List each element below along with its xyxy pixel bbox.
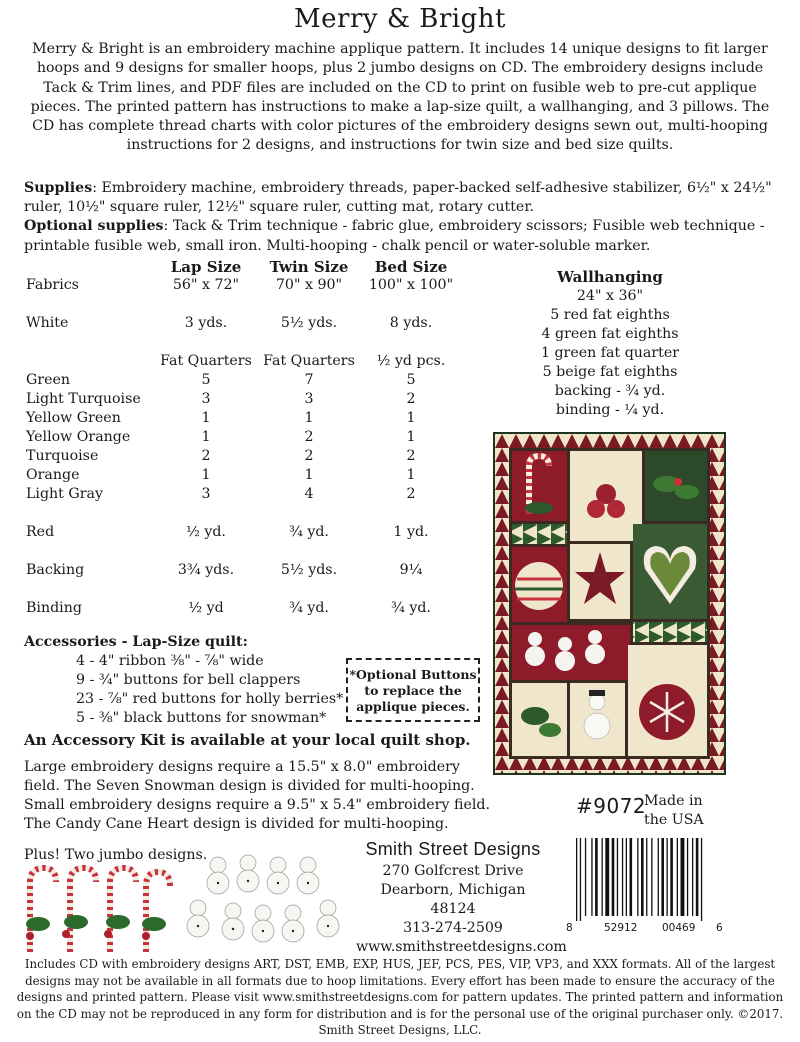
company-name: Smith Street Designs [365,839,541,859]
made-in-line: Made in [644,793,703,809]
supplies-section [24,179,784,256]
twin-value: 1 [304,410,314,426]
lap-value: 3 [201,486,211,502]
accessories-section [24,633,364,728]
barcode-digit-group: 8 [566,922,573,934]
barcode-bar [626,838,627,916]
table-row [26,315,466,334]
barcode-bar [630,838,633,916]
bed-value: 9¼ [399,562,423,578]
barcode-digit-group: 00469 [662,922,696,934]
wallhanging-line: 5 red fat eighths [550,307,670,323]
bed-value: 1 [406,410,416,426]
accessories-title: Accessories - Lap-Size quilt: [24,634,248,650]
lap-value: 3 yds. [184,315,228,331]
bed-value: 1 yd. [393,524,429,540]
table-row [26,353,466,372]
accessory-kit-note: An Accessory Kit is available at your local quilt shop. [24,731,471,749]
supplies-label: Supplies [24,180,93,196]
bed-value: 100" x 100" [368,277,454,293]
wallhanging-line: 4 green fat eighths [541,326,679,342]
barcode-bar [661,838,664,916]
table-row [26,486,466,505]
bed-value: 2 [406,448,416,464]
company-info [356,839,567,957]
lap-value: 3¾ yds. [177,562,235,578]
barcode-bar [602,838,603,916]
company-address-2: Dearborn, Michigan 48124 [380,882,526,917]
barcode-bar [658,838,659,916]
row-label: Turquoise [26,448,99,464]
wallhanging-quilt-photo [493,432,726,775]
barcode-bar [677,838,678,916]
table-row [26,524,466,543]
jumbo-designs-note: Plus! Two jumbo designs. [24,847,208,863]
company-phone: 313-274-2509 [403,920,503,936]
bed-value: 1 [406,467,416,483]
barcode-bar [617,838,618,916]
accessory-item: 9 - ¾" buttons for bell clappers [76,672,301,688]
barcode-bar [595,838,598,916]
twin-value: 1 [304,467,314,483]
lap-value: ½ yd. [186,524,226,540]
barcode-bar [667,838,668,916]
row-label: Binding [26,600,82,616]
lap-value: ½ yd [188,600,224,616]
bed-value: ¾ yd. [391,600,431,616]
twin-value: ¾ yd. [289,524,329,540]
barcode-bar [576,838,577,921]
table-row [26,600,466,619]
barcode-bar [622,838,623,916]
wallhanging-line: 24" x 36" [576,288,644,304]
barcode-digit-group: 6 [716,922,723,934]
table-row [26,562,466,581]
barcode-digit-group: 52912 [604,922,638,934]
twin-value: 70" x 90" [275,277,343,293]
barcode-bar [687,838,688,916]
wallhanging-line: binding - ¼ yd. [555,402,665,418]
made-in-line: the USA [644,812,704,828]
barcode-bar [605,838,609,916]
lap-value: 1 [201,410,211,426]
page-title: Merry & Bright [294,4,506,34]
lap-value: 3 [201,391,211,407]
accessory-item: 23 - ⅞" red buttons for holly berries* [76,691,344,707]
row-label: Yellow Orange [26,429,131,445]
wallhanging-title: Wallhanging [557,268,663,286]
table-row [26,429,466,448]
bed-value: 1 [406,429,416,445]
snowmen-jumbo-design [178,853,358,953]
barcode-bar [681,838,685,916]
lap-value: 1 [201,467,211,483]
row-label: Light Turquoise [26,391,141,407]
optional-supplies-label: Optional supplies [24,218,164,235]
bed-value: 2 [406,486,416,502]
table-row [26,410,466,429]
row-label: Red [26,524,55,540]
barcode-bar [585,838,586,916]
header-twin-size: Twin Size [269,258,349,276]
row-label: Yellow Green [26,410,121,426]
wallhanging-line: backing - ¾ yd. [554,383,666,399]
intro-paragraph: Merry & Bright is an embroidery machine applique pattern. It includes 14 unique designs to fit larger hoops and 9 designs for smaller hoops, plus 2 jumbo designs on CD. The embroidery designs include Tack & Trim lines, and PDF files are included on the CD to print on fusible web to pre-cut applique pieces. The printed pattern has instructions to make a lap-size quilt, a wallhanging, and 3 pillows. The CD has complete thread charts with color pictures of the embroidery designs sewn out, multi-hooping instructions for 2 designs, and instructions for twin size and bed size quilts. [30,41,770,154]
twin-value: 5½ yds. [280,562,338,578]
company-address-1: 270 Golfcrest Drive [382,863,524,879]
optional-supplies-text: : Tack & Trim technique - fabric glue, embroidery scissors; Fusible web technique - printable fusible web, small iron. Multi-hooping - chalk pencil or water-soluble marker. [24,218,765,254]
row-label: Light Gray [26,486,103,502]
company-website[interactable]: www.smithstreetdesigns.com [356,939,567,955]
twin-value: 2 [304,429,314,445]
wallhanging-line: 5 beige fat eighths [542,364,678,380]
barcode-bar [612,838,615,916]
twin-value: ¾ yd. [289,600,329,616]
barcode-bar [696,838,699,916]
barcode-bar [670,838,673,916]
row-label: White [26,315,69,331]
twin-value: 3 [304,391,314,407]
item-number: #9072 [576,794,647,818]
row-label: Green [26,372,71,388]
bed-value: ½ yd pcs. [376,353,446,369]
lap-value: 2 [201,448,211,464]
bed-value: 2 [406,391,416,407]
twin-value: 2 [304,448,314,464]
barcode-bar [591,838,592,916]
barcode-bar [637,838,638,916]
barcode-bar [651,838,652,916]
table-row [26,467,466,486]
upc-barcode [572,838,722,921]
embroidery-field-requirements: Large embroidery designs require a 15.5" x 8.0" embroidery field. The Seven Snowman design is divided for multi-hooping. Small embroidery designs require a 9.5" x 5.4" embroidery field. The Candy Cane Heart design is divided for multi-hooping. [24,759,490,832]
bed-value: 8 yds. [389,315,433,331]
supplies-text: : Embroidery machine, embroidery threads, paper-backed self-adhesive stabilizer, 6½" x 24½" ruler, 10½" square ruler, 12½" square ruler, cutting mat, rotary cutter. [24,180,772,216]
table-row [26,372,466,391]
footer-disclaimer: Includes CD with embroidery designs ART, DST, EMB, EXP, HUS, JEF, PCS, PES, VIP, VP3, and XXX formats. All of the largest designs may not be available in all formats due to hoop limitations. Every effort has been made to ensure the accuracy of the designs and printed pattern. Please visit www.smithstreetdesigns.com for pattern updates. The printed pattern and information on the CD may not be reproduced in any form for distribution and is for the personal use of the original purchaser only. ©2017. Smith Street Designs, LLC. [16,957,784,1038]
twin-value: 7 [304,372,314,388]
barcode-bar [692,838,693,916]
row-label: Backing [26,562,85,578]
lap-value: 1 [201,429,211,445]
barcode-bar [646,838,647,916]
header-bed-size: Bed Size [374,258,448,276]
barcode-bar [701,838,702,921]
table-row [26,448,466,467]
optional-buttons-note: *Optional Buttons to replace the applique pieces. [346,658,480,722]
twin-value: 5½ yds. [280,315,338,331]
lap-value: 5 [201,372,211,388]
quilt-illustration [495,434,724,773]
barcode-bar [580,838,581,921]
row-label: Fabrics [26,277,79,293]
twin-value: Fat Quarters [263,353,355,369]
barcode-bar [641,838,644,916]
accessory-item: 5 - ⅜" black buttons for snowman* [76,710,327,726]
table-header-row [26,258,466,277]
made-in-usa [644,792,704,830]
table-row [26,391,466,410]
candy-cane-jumbo-design [16,864,176,954]
row-label: Orange [26,467,80,483]
accessory-item: 4 - 4" ribbon ⅜" - ⅞" wide [76,653,264,669]
wallhanging-line: 1 green fat quarter [540,345,680,361]
table-row [26,277,466,296]
twin-value: 4 [304,486,314,502]
bed-value: 5 [406,372,416,388]
header-lap-size: Lap Size [170,258,242,276]
wallhanging-requirements [520,268,700,420]
lap-value: Fat Quarters [160,353,252,369]
lap-value: 56" x 72" [172,277,240,293]
